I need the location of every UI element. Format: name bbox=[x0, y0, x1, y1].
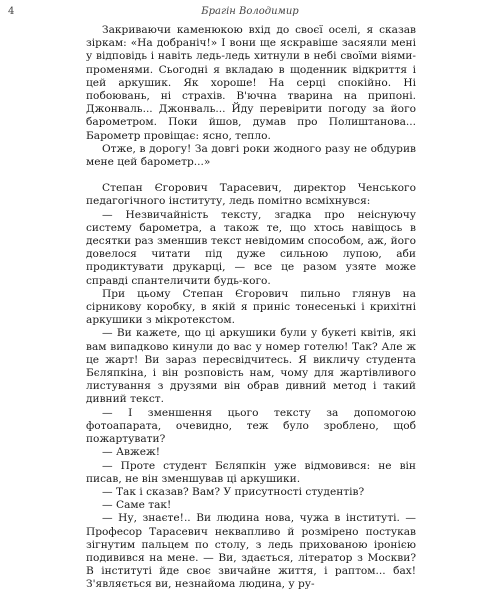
page-header bbox=[0, 6, 500, 20]
running-head-author: Брагін Володимир bbox=[201, 6, 299, 17]
page-number: 4 bbox=[8, 6, 15, 17]
paragraph: — Так і сказав? Вам? У присутності студентів? bbox=[102, 485, 365, 498]
paragraph: — Авжеж! bbox=[102, 446, 160, 459]
paragraph: — Проте студент Бєляпкін уже відмовився: не він писав, не він зменшував ці аркушики. bbox=[86, 459, 416, 485]
paragraph: — І зменшення цього тексту за допомогою фотоапарата, очевидно, теж було зроблено, щоб пожартувати? bbox=[86, 406, 416, 446]
paragraph: Отже, в дорогу! За довгі роки жодного разу не обдурив мене цей барометр...» bbox=[86, 142, 416, 169]
paragraph: Закриваючи каменюкою вхід до своєї оселі, я сказав зіркам: «На добраніч!» І вони ще яскравіше засяяли мені у відповідь і навіть ледь-ледь хитнули в небі своїми віями-променями. Сьогодні я вкладаю в щоденник відкриття і цей аркушик. Як хороше! На серці спокійно. Ні побоювань, ні страхів. В'ючна тварина на припоні. Джонваль... Джонваль... Йду перевірити погоду за його барометром. Поки йшов, думав про Полиштанова... Барометр провіщає: ясно, тепло. bbox=[86, 24, 416, 142]
paragraph: — Саме так! bbox=[102, 499, 172, 512]
paragraph: Степан Єгорович Тарасевич, директор Ченського педагогічного інституту, ледь помітно всміхнувся: bbox=[86, 182, 416, 208]
paragraph: — Ну, знаєте!.. Ви людина нова, чужа в інституті. — Професор Тарасевич неквапливо й розмірено постукав зігнутим пальцем по столу, з ледь прихованою іронією подивився на мене. — Ви, здається, літератор з Москви? В інституті йде своє звичайне життя, і раптом... бах! З'являється ви, незнайома людина, у ру- bbox=[86, 512, 416, 591]
page-body bbox=[86, 24, 416, 592]
paragraph: При цьому Степан Єгорович пильно глянув на сірникову коробку, в якій я приніс тонесенькі і крихітні аркушики з мікротекстом. bbox=[86, 287, 416, 327]
paragraph: — Ви кажете, що ці аркушики були у букеті квітів, які вам випадково кинули до вас у номер готелю! Так? Але ж це жарт! Ви зараз пересвідчитесь. Я викличу студента Бєляпкіна, і він розповість нам, чому для жартівливого листування з друзями він обрав дивний метод і такий дивний текст. bbox=[86, 327, 416, 406]
paragraph: — Незвичайність тексту, згадка про неіснуючу систему барометра, а також те, що хтось навіщось в десятки раз зменшив текст невідомим способом, аж, його довелося читати під дуже сильною лупою, аби продиктувати друкарці, — все це разом узяте може справді спантеличити будь-кого. bbox=[86, 208, 416, 287]
